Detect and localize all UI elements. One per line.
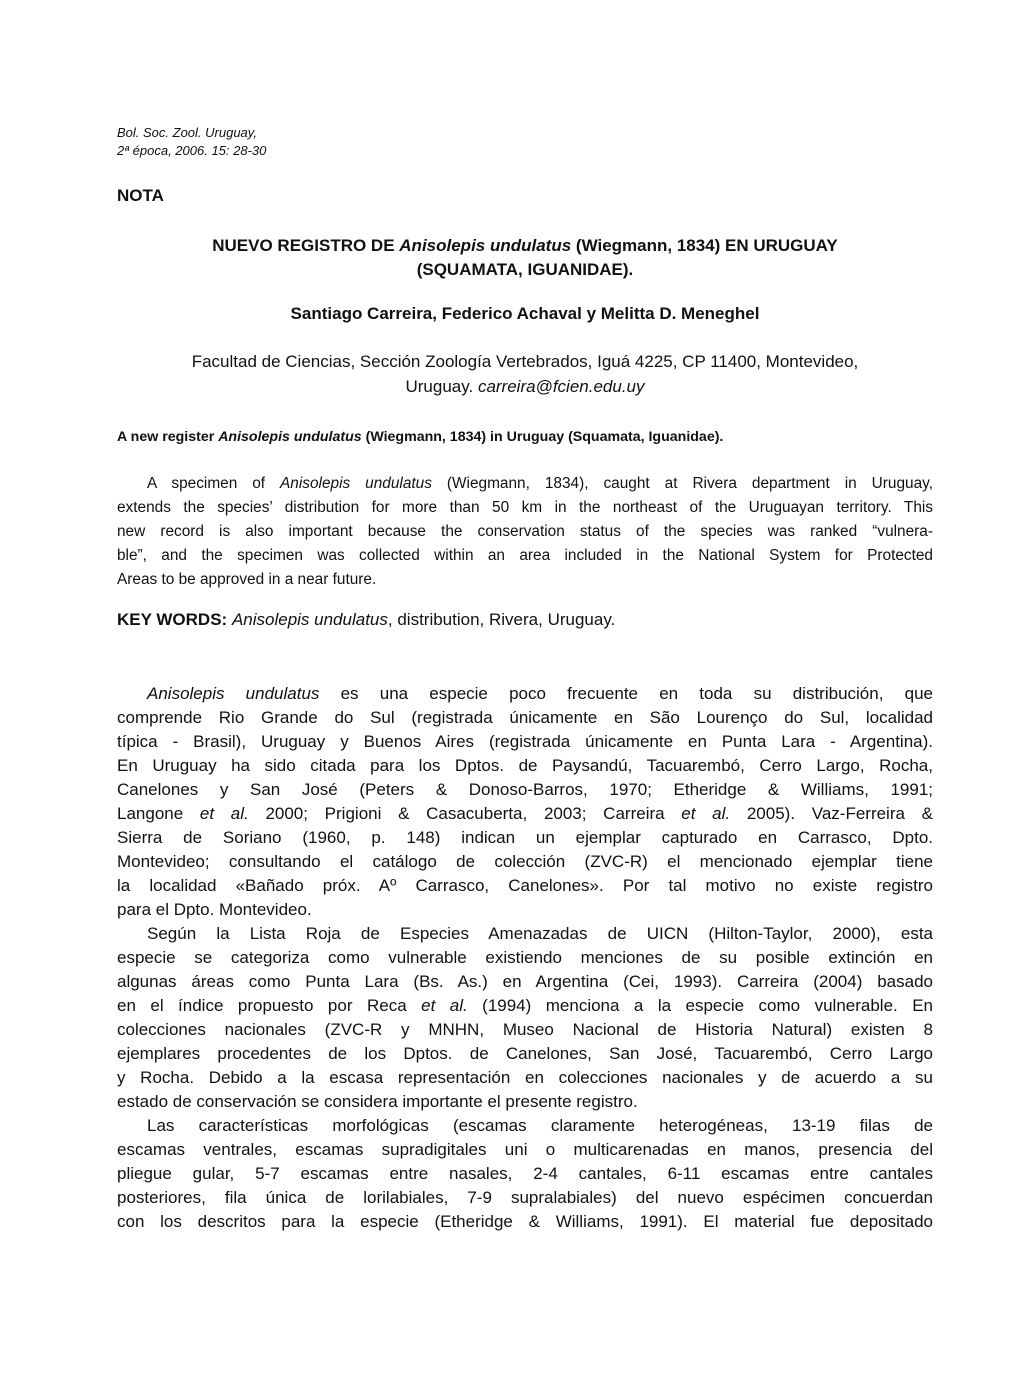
body-line: pliegue gular, 5-7 escamas entre nasales, 2-4 cantales, 6-11 escamas entre cantales xyxy=(117,1164,933,1183)
body-text-span: 2005). Vaz-Ferreira & xyxy=(730,804,933,823)
body-line: ejemplares procedentes de los Dptos. de Canelones, San José, Tacuarembó, Cerro Largo xyxy=(117,1044,933,1063)
body-line: especie se categoriza como vulnerable existiendo menciones de su posible extinción en xyxy=(117,948,933,967)
affiliation-line-2 xyxy=(117,374,933,399)
english-title-text-2: (Wiegmann, 1834) in Uruguay (Squamata, Iguanidae). xyxy=(361,429,724,445)
article-title xyxy=(117,234,933,282)
keywords-label: KEY WORDS: xyxy=(117,610,228,629)
body-line: colecciones nacionales (ZVC-R y MNHN, Museo Nacional de Historia Natural) existen 8 xyxy=(117,1020,933,1039)
journal-line-1: Bol. Soc. Zool. Uruguay, xyxy=(117,125,257,140)
body-line xyxy=(117,682,933,706)
journal-citation xyxy=(117,124,266,160)
title-text-1: NUEVO REGISTRO DE xyxy=(212,236,400,255)
body-line: típica - Brasil), Uruguay y Buenos Aires (registrada únicamente en Punta Lara - Argentina). xyxy=(117,732,933,751)
body-line: la localidad «Bañado próx. Aº Carrasco, Canelones». Por tal motivo no existe registro xyxy=(117,876,933,895)
body-line: posteriores, fila única de lorilabiales, 7-9 supralabiales) del nuevo espécimen concuerdan xyxy=(117,1188,933,1207)
journal-line-2: 2ª época, 2006. 15: 28-30 xyxy=(117,143,267,158)
abstract-text: A specimen of xyxy=(147,475,281,492)
body-line: y Rocha. Debido a la escasa representación en colecciones nacionales y de acuerdo a su xyxy=(117,1068,933,1087)
body-etal: et al. xyxy=(199,804,249,823)
abstract-text: (Wiegmann, 1834), caught at Rivera department in Uruguay, xyxy=(431,475,933,492)
abstract xyxy=(117,472,933,592)
author-email: carreira@fcien.edu.uy xyxy=(477,377,645,396)
body-text-span: (1994) menciona a la especie como vulnerable. En xyxy=(467,996,934,1015)
english-title-species: Anisolepis undulatus xyxy=(218,429,362,445)
body-line: algunas áreas como Punta Lara (Bs. As.) en Argentina (Cei, 1993). Carreira (2004) basado xyxy=(117,972,933,991)
title-line-2: (SQUAMATA, IGUANIDAE). xyxy=(416,260,634,279)
abstract-line xyxy=(117,472,933,496)
keywords-species: Anisolepis undulatus xyxy=(231,610,388,629)
body-text-span: Langone xyxy=(117,804,200,823)
body-line: Montevideo; consultando el catálogo de colección (ZVC-R) el mencionado ejemplar tiene xyxy=(117,852,933,871)
body-line: Sierra de Soriano (1960, p. 148) indican un ejemplar capturado en Carrasco, Dpto. xyxy=(117,828,933,847)
abstract-line: Areas to be approved in a near future. xyxy=(117,571,377,588)
body-line: escamas ventrales, escamas supradigitales uni o multicarenadas en manos, presencia del xyxy=(117,1140,933,1159)
body-line: Según la Lista Roja de Especies Amenazadas de UICN (Hilton-Taylor, 2000), esta xyxy=(147,924,933,943)
title-text-2: (Wiegmann, 1834) EN URUGUAY xyxy=(571,236,838,255)
body-line xyxy=(117,802,933,826)
abstract-line: extends the species’ distribution for more than 50 km in the northeast of the Uruguayan territory. This xyxy=(117,499,933,516)
body-line: comprende Rio Grande do Sul (registrada únicamente en São Lourenço do Sul, localidad xyxy=(117,708,933,727)
title-species: Anisolepis undulatus xyxy=(399,236,572,255)
body-species: Anisolepis undulatus xyxy=(147,684,320,703)
section-label: NOTA xyxy=(117,186,164,205)
abstract-line: new record is also important because the conservation status of the species was ranked “vulnera- xyxy=(117,523,933,540)
body-text-span: en el índice propuesto por Reca xyxy=(117,996,422,1015)
title-line-1 xyxy=(117,234,933,258)
keywords-rest: , distribution, Rivera, Uruguay. xyxy=(387,610,616,629)
affiliation xyxy=(117,349,933,399)
body-line: estado de conservación se considera importante el presente registro. xyxy=(117,1092,638,1111)
body-line: Canelones y San José (Peters & Donoso-Barros, 1970; Etheridge & Williams, 1991; xyxy=(117,780,933,799)
keywords xyxy=(117,610,615,630)
body-line: En Uruguay ha sido citada para los Dptos. de Paysandú, Tacuarembó, Cerro Largo, Rocha, xyxy=(117,756,933,775)
body-line: con los descritos para la especie (Etheridge & Williams, 1991). El material fue depositado xyxy=(117,1212,933,1231)
body-line: para el Dpto. Montevideo. xyxy=(117,900,312,919)
abstract-species: Anisolepis undulatus xyxy=(280,475,432,492)
english-title xyxy=(117,429,933,445)
english-title-text-1: A new register xyxy=(117,429,219,445)
body-etal: et al. xyxy=(421,996,468,1015)
abstract-line: ble”, and the specimen was collected within an area included in the National System for Protected xyxy=(117,547,933,564)
body-text xyxy=(117,682,933,1234)
affiliation-line-1: Facultad de Ciencias, Sección Zoología Vertebrados, Iguá 4225, CP 11400, Montevideo, xyxy=(191,352,859,371)
body-line xyxy=(117,994,933,1018)
body-text-span: es una especie poco frecuente en toda su distribución, que xyxy=(319,684,933,703)
affiliation-country: Uruguay. xyxy=(405,377,478,396)
authors: Santiago Carreira, Federico Achaval y Melitta D. Meneghel xyxy=(290,304,760,323)
body-etal: et al. xyxy=(681,804,731,823)
body-line: Las características morfológicas (escamas claramente heterogéneas, 13-19 filas de xyxy=(147,1116,933,1135)
body-text-span: 2000; Prigioni & Casacuberta, 2003; Carreira xyxy=(248,804,682,823)
